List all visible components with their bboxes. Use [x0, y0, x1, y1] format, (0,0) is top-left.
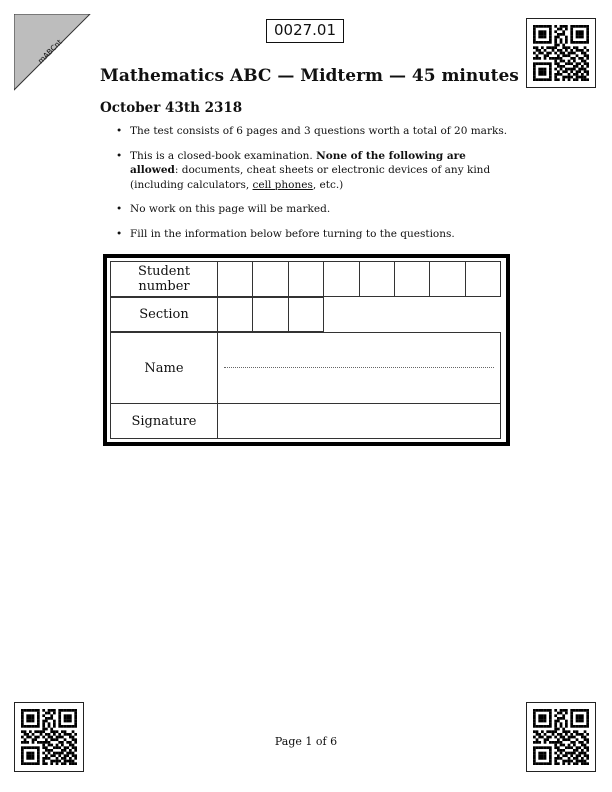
name-dotted-line: [224, 367, 494, 368]
student-number-label: Student number: [110, 261, 218, 297]
student-number-digit-box[interactable]: [429, 261, 465, 297]
section-digit-box[interactable]: [288, 297, 324, 332]
corner-tag-text: mABCnt: [36, 37, 64, 66]
cell-phones-text: cell phones: [252, 178, 313, 191]
instruction-item: • Fill in the information below before turning to the questions.: [116, 227, 455, 240]
instruction-item: • No work on this page will be marked.: [116, 203, 331, 215]
instruction-item: • This is a closed-book examination. None of the following are allowed: documents, cheat sheets or electronic devices of any kind (including calculators, cell phones, etc.): [116, 149, 491, 191]
page-number: Page 1 of 6: [274, 735, 338, 748]
student-number-digit-box[interactable]: [288, 261, 324, 297]
student-number-digit-box[interactable]: [252, 261, 288, 297]
signature-label: Signature: [110, 403, 218, 439]
section-digit-box[interactable]: [217, 297, 253, 332]
section-label: Section: [110, 297, 218, 332]
exam-date: October 43th 2318: [100, 100, 243, 116]
name-label: Name: [110, 332, 218, 404]
qr-code-top-right: [526, 18, 596, 88]
exam-code: 0027.01: [266, 19, 344, 43]
signature-field[interactable]: [217, 403, 501, 439]
student-number-digit-box[interactable]: [323, 261, 359, 297]
corner-tag: [14, 14, 92, 92]
student-number-digit-box[interactable]: [217, 261, 253, 297]
student-number-digit-box[interactable]: [465, 261, 501, 297]
qr-code-icon: [533, 25, 589, 81]
page-title: Mathematics ABC — Midterm — 45 minutes: [100, 66, 519, 86]
instruction-item: • The test consists of 6 pages and 3 questions worth a total of 20 marks.: [116, 125, 508, 137]
student-number-digit-box[interactable]: [359, 261, 395, 297]
name-field[interactable]: [217, 332, 501, 404]
instructions-list: [116, 124, 512, 251]
section-digit-box[interactable]: [252, 297, 288, 332]
student-number-digit-box[interactable]: [394, 261, 430, 297]
